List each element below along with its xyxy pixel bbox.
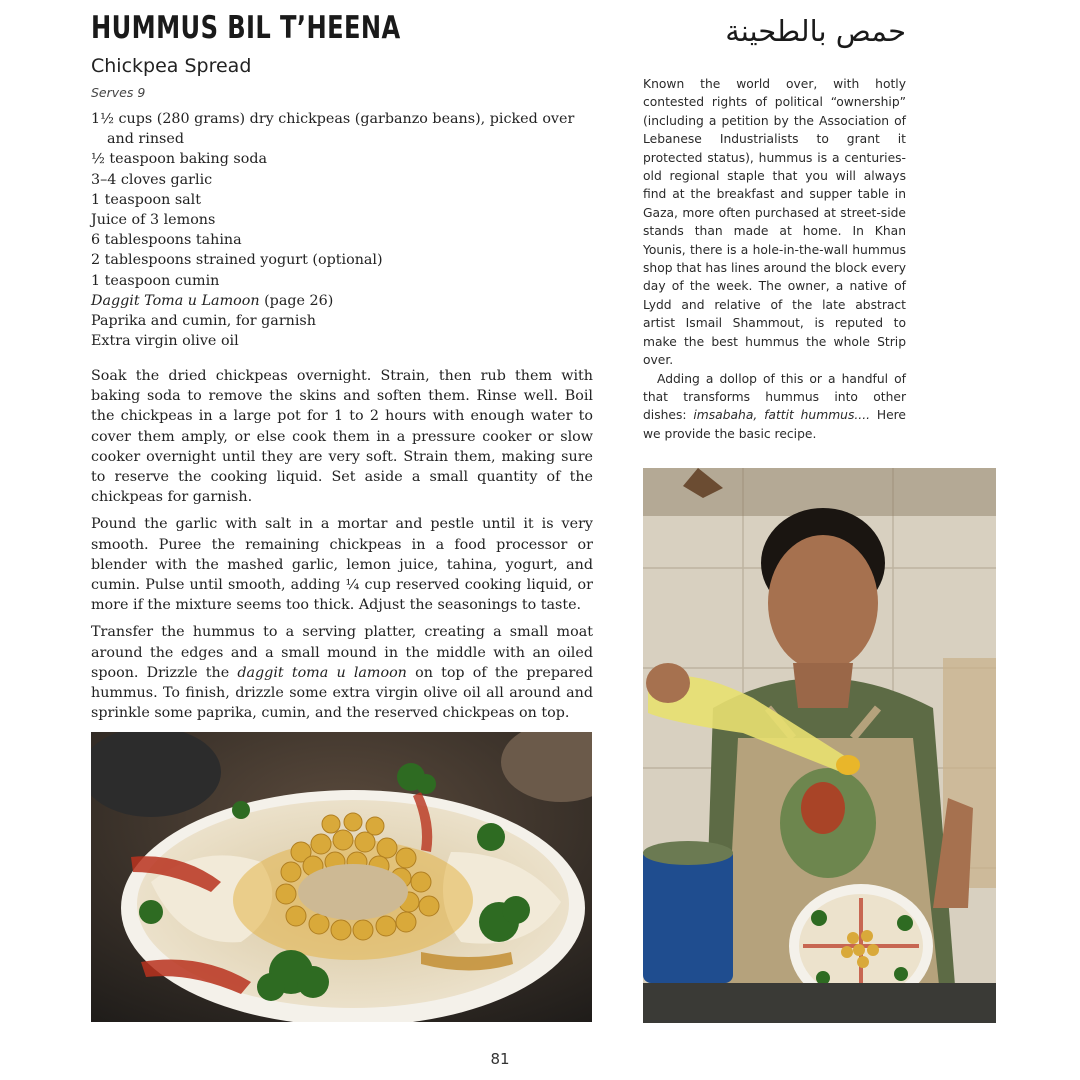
ingredient-item: ½ teaspoon baking soda (91, 151, 268, 168)
ingredient-item: 2 tablespoons strained yogurt (optional) (91, 252, 383, 269)
hummus-center (298, 864, 408, 920)
ingredient-item: 6 tablespoons tahina (91, 232, 242, 249)
ingredient-item: 1 teaspoon cumin (91, 272, 220, 289)
method-italic-run: daggit toma u lamoon (237, 664, 407, 681)
method-paragraph: Soak the dried chickpeas overnight. Strain, then rub them with baking soda to remove the skins and soften them. Rinse well. Boil the chickpeas in a large pot for 1 to 2 hours with enough water to cover them amply, or else cook them in a pressure cooker or slow cooker overnight until they are very soft. Strain them, making sure to reserve the cooking liquid. Set aside a small quantity of the chickpeas for garnish. (91, 368, 593, 506)
apron-logo-detail (801, 782, 845, 834)
method-text (91, 366, 593, 730)
intro-paragraph: Known the world over, with hotly contested rights of political “ownership” (including a petition by the Association of Lebanese Industrialists to grant it protected status), hummus is a centuries-old regional staple that you will always find at the breakfast and supper table in Gaza, more often purchased at street-side stands than made at home. In Khan Younis, there is a hole-in-the-wall hummus shop that has lines around the block every day of the week. The owner, a native of Lydd and relative of the late abstract artist Ismail Shammout, is reputed to make the best hummus the whole Strip over. (643, 77, 906, 368)
recipe-subtitle: Chickpea Spread (91, 55, 252, 77)
vendor-illustration (643, 468, 996, 1023)
hummus-shop-photo (643, 468, 996, 1023)
bottle-cap (836, 755, 860, 775)
neck (793, 663, 853, 708)
ingredient-item: Extra virgin olive oil (91, 333, 239, 350)
method-text-run: on top of the prepared hummus. To finish, drizzle some extra virgin olive oil all around and sprinkle some paprika, cumin, and the reserved chickpeas on top. (91, 664, 593, 722)
ingredient-italic-name: Daggit Toma u Lamoon (91, 292, 260, 309)
intro-text-run: Adding a dollop of this or a handful of that transforms hummus into other dishes: (643, 371, 906, 423)
recipe-title: HUMMUS BIL T’HEENA (91, 10, 401, 46)
intro-paragraph (643, 370, 906, 444)
intro-text (643, 75, 906, 443)
arabic-title: حمص بالطحينة (725, 14, 906, 48)
ingredient-item: Juice of 3 lemons (91, 212, 216, 229)
method-paragraph: Pound the garlic with salt in a mortar and pestle until it is very smooth. Puree the remaining chickpeas in a food processor or blender with the mashed garlic, lemon juice, tahina, yogurt, and cumin. Pulse until smooth, adding ¼ cup reserved cooking liquid, or more if the mixture seems too thick. Adjust the seasonings to taste. (91, 516, 593, 614)
ingredient-item: 3–4 cloves garlic (91, 171, 213, 188)
ingredient-page-ref: (page 26) (259, 292, 334, 309)
hand (646, 663, 690, 703)
blue-container (643, 848, 733, 983)
method-text-run: Transfer the hummus to a serving platter, creating a small moat around the edges and a small mound in the middle with an oiled spoon. Drizzle the (91, 624, 593, 681)
ingredient-item (91, 291, 581, 311)
ingredient-item: 1 teaspoon salt (91, 191, 202, 208)
ingredient-item: Paprika and cumin, for garnish (91, 313, 316, 330)
ingredient-item: 1½ cups (280 grams) dry chickpeas (garbanzo beans), picked over and rinsed (91, 111, 575, 148)
intro-italic-run: imsabaha, fattit hummus.... (693, 408, 871, 423)
hummus-plate-photo (91, 732, 592, 1022)
container-pickles (643, 841, 733, 865)
ingredient-list (91, 109, 581, 351)
face (768, 535, 878, 671)
hummus-plate-illustration (91, 732, 592, 1022)
intro-text-run: Here we provide the basic recipe. (643, 408, 907, 441)
counter (643, 983, 996, 1023)
serves-note: Serves 9 (91, 85, 146, 100)
method-paragraph (91, 622, 593, 723)
page-number: 81 (490, 1050, 510, 1068)
